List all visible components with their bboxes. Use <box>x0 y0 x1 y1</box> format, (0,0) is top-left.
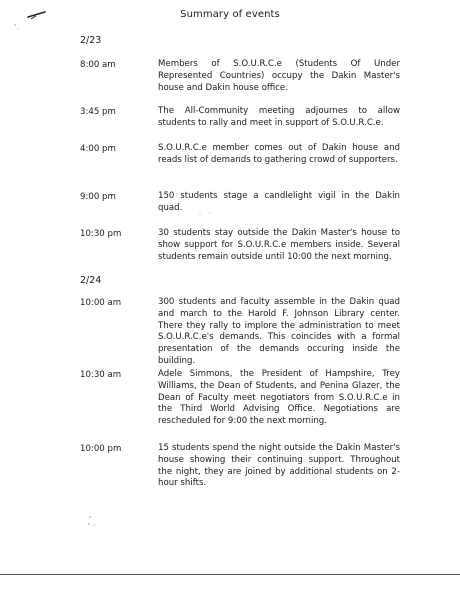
scan-speck <box>12 22 22 32</box>
event-time: 10:30 pm <box>80 229 122 239</box>
event-description: 15 students spend the night outside the Dakin Master's house showing their continuing support. Throughout the night, they are joined by additional students on 2-hour shifts. <box>158 443 400 489</box>
event-time: 3:45 pm <box>80 107 116 117</box>
event-time: 10:00 pm <box>80 444 122 454</box>
scan-speck <box>86 513 98 529</box>
event-description: The All-Community meeting adjournes to allow students to rally and meet in support of S.O.U.R.C.e. <box>158 106 400 128</box>
event-description: Adele Simmons, the President of Hampshire, Trey Williams, the Dean of Students, and Penina Glazer, the Dean of Faculty meet negotiators from S.O.U.R.C.e in the Third World Advising Office. Negotiations are rescheduled for 9:00 the next morning. <box>158 369 400 427</box>
event-description: S.O.U.R.C.e member comes out of Dakin house and reads list of demands to gathering crowd of supporters. <box>158 143 400 165</box>
event-description: 300 students and faculty assemble in the Dakin quad and march to the Harold F. Johnson Library center. There they rally to implore the administration to meet S.O.U.R.C.e's demands. This coincides with a formal presentation of the demands occuring inside the building. <box>158 297 400 366</box>
date-heading: 2/24 <box>80 275 102 286</box>
event-description: 30 students stay outside the Dakin Master's house to show support for S.O.U.R.C.e members inside. Several students remain outside until 10:00 the next morning. <box>158 228 400 262</box>
event-time: 9:00 pm <box>80 192 116 202</box>
event-time: 8:00 am <box>80 60 116 70</box>
event-time: 4:00 pm <box>80 144 116 154</box>
event-description: Members of S.O.U.R.C.e (Students Of Under Represented Countries) occupy the Dakin Master's house and Dakin house office. <box>158 59 400 93</box>
document-title: Summary of events <box>180 9 280 20</box>
page-bottom-rule <box>0 574 460 575</box>
event-time: 10:00 am <box>80 298 122 308</box>
event-description: 150 students stage a candlelight vigil in the Dakin quad. <box>158 191 400 213</box>
event-time: 10:30 am <box>80 370 122 380</box>
date-heading: 2/23 <box>80 35 102 46</box>
